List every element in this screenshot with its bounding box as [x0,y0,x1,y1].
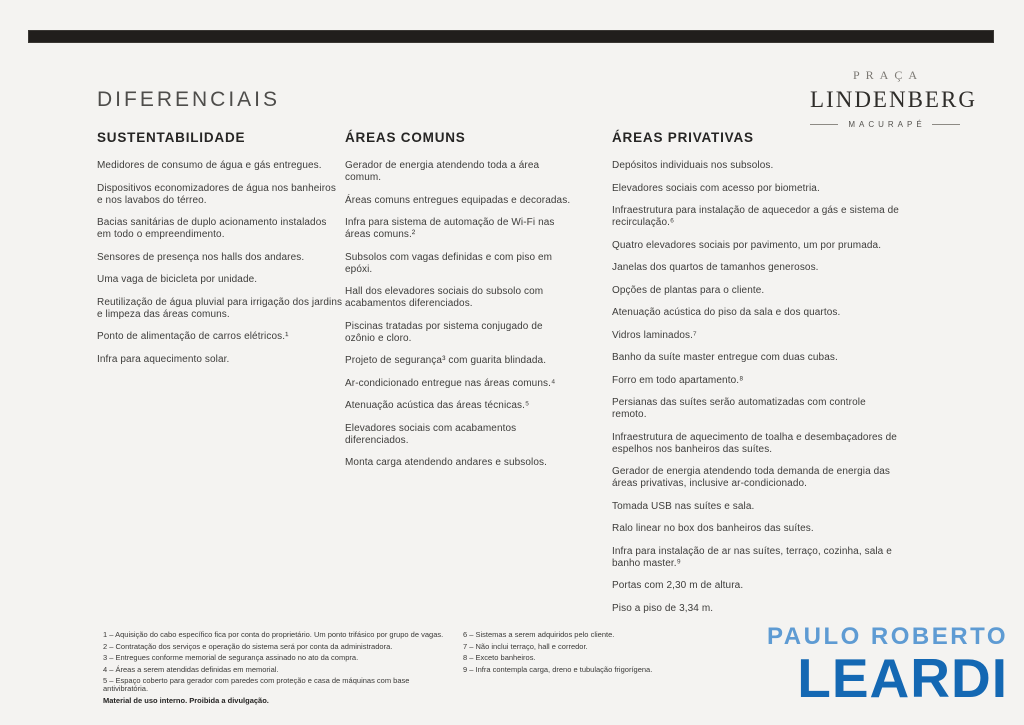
feature-item: Ralo linear no box dos banheiros das suítes. [612,523,814,534]
column-heading: SUSTENTABILIDADE [97,130,246,145]
feature-item: Vidros laminados.⁷ [612,329,697,341]
feature-item: Forro em todo apartamento.⁸ [612,374,744,386]
footnote: 1 – Aquisição do cabo específico fica por conta do proprietário. Um ponto trifásico por grupo de vagas. [103,630,444,639]
column-areas-privativas [612,130,902,625]
feature-item: Áreas comuns entregues equipadas e decoradas. [345,194,571,206]
feature-item: Infra para sistema de automação de Wi-Fi nas áreas comuns.² [345,217,555,240]
footnote: 9 – Infra contempla carga, dreno e tubulação frigorígena. [463,664,653,674]
feature-item: Persianas das suítes serão automatizadas com controle remoto. [612,397,866,420]
brand-rule-left [810,124,838,125]
feature-item: Opções de plantas para o cliente. [612,284,765,296]
feature-item: Dispositivos economizadores de água nos banheiros e nos lavabos do térreo. [97,182,336,206]
column-areas-comuns [345,130,575,480]
feature-item: Infra para instalação de ar nas suítes, terraço, cozinha, sala e banho master.⁹ [612,545,892,569]
feature-item: Elevadores sociais com acesso por biometria. [612,182,820,194]
column-items [345,160,575,469]
feature-item: Uma vaga de bicicleta por unidade. [97,274,258,285]
brand-praca: PRAÇA [852,68,923,82]
brand-macurape-row [810,120,960,129]
footnotes-left [103,631,455,705]
feature-item: Infraestrutura de aquecimento de toalha e desembaçadores de espelhos nos banheiros das suítes. [612,431,897,455]
footnote-list-left [103,631,455,693]
feature-item: Ar-condicionado entregue nas áreas comuns.⁴ [345,377,556,389]
feature-item: Sensores de presença nos halls dos andares. [97,251,305,263]
column-sustentabilidade [97,130,343,376]
brand-macurape: MACURAPÉ [848,120,926,129]
feature-item: Bacias sanitárias de duplo acionamento instalados em todo o empreendimento. [97,217,327,240]
feature-item: Portas com 2,30 m de altura. [612,580,744,591]
column-heading: ÁREAS COMUNS [345,130,466,145]
leardi-logo [767,623,1008,709]
feature-item: Banho da suíte master entregue com duas cubas. [612,352,838,363]
footnote: 8 – Exceto banheiros. [463,653,536,662]
feature-item: Infra para aquecimento solar. [97,353,230,365]
feature-item: Gerador de energia atendendo toda a área comum. [345,160,540,183]
footnote: 6 – Sistemas a serem adquiridos pelo cliente. [463,630,615,639]
footnote: 2 – Contratação dos serviços e operação do sistema será por conta da administradora. [103,641,393,651]
feature-item: Reutilização de água pluvial para irrigação dos jardins e limpeza das áreas comuns. [97,296,343,320]
footnotes-right [463,631,763,677]
feature-item: Infraestrutura para instalação de aquecedor a gás e sistema de recirculação.⁶ [612,205,899,228]
feature-item: Monta carga atendendo andares e subsolos. [345,457,548,468]
column-heading: ÁREAS PRIVATIVAS [612,130,754,145]
feature-item: Elevadores sociais com acabamentos diferenciados. [345,422,517,446]
feature-item: Hall dos elevadores sociais do subsolo com acabamentos diferenciados. [345,286,544,309]
feature-item: Ponto de alimentação de carros elétricos.¹ [97,331,289,342]
internal-use-disclaimer: Material de uso interno. Proibida a divulgação. [103,695,269,705]
top-divider-bar [28,30,994,43]
footnote: 7 – Não inclui terraço, hall e corredor. [463,641,588,651]
feature-item: Janelas dos quartos de tamanhos generosos. [612,262,819,273]
feature-item: Atenuação acústica das áreas técnicas.⁵ [345,400,530,411]
agency-name-bottom: LEARDI [797,647,1008,709]
column-items [97,160,343,366]
feature-item: Tomada USB nas suítes e sala. [612,500,755,512]
feature-item: Subsolos com vagas definidas e com piso em epóxi. [345,251,553,275]
feature-item: Depósitos individuais nos subsolos. [612,160,774,171]
feature-item: Quatro elevadores sociais por pavimento, um por prumada. [612,239,882,251]
column-items [612,160,902,615]
footnote: 5 – Espaço coberto para gerador com paredes com proteção e casa de máquinas com base antivibratória. [103,676,410,693]
feature-item: Piso a piso de 3,34 m. [612,602,714,614]
brand-rule-right [932,124,960,125]
feature-item: Atenuação acústica do piso da sala e dos quartos. [612,307,841,318]
feature-item: Gerador de energia atendendo toda demanda de energia das áreas privativas, inclusive ar-condicionado. [612,466,891,489]
lindenberg-logo [810,68,977,129]
feature-item: Medidores de consumo de água e gás entregues. [97,160,322,171]
footnote-list-right [463,631,763,674]
footnote: 4 – Áreas a serem atendidas definidas em memorial. [103,664,279,674]
footnote: 3 – Entregues conforme memorial de segurança assinado no ato da compra. [103,653,359,662]
brand-lindenberg: LINDENBERG [810,87,977,112]
feature-item: Piscinas tratadas por sistema conjugado de ozônio e cloro. [345,320,543,344]
page-title: DIFERENCIAIS [97,88,281,111]
feature-item: Projeto de segurança³ com guarita blindada. [345,355,547,366]
agency-name-top: PAULO ROBERTO [767,623,1008,650]
